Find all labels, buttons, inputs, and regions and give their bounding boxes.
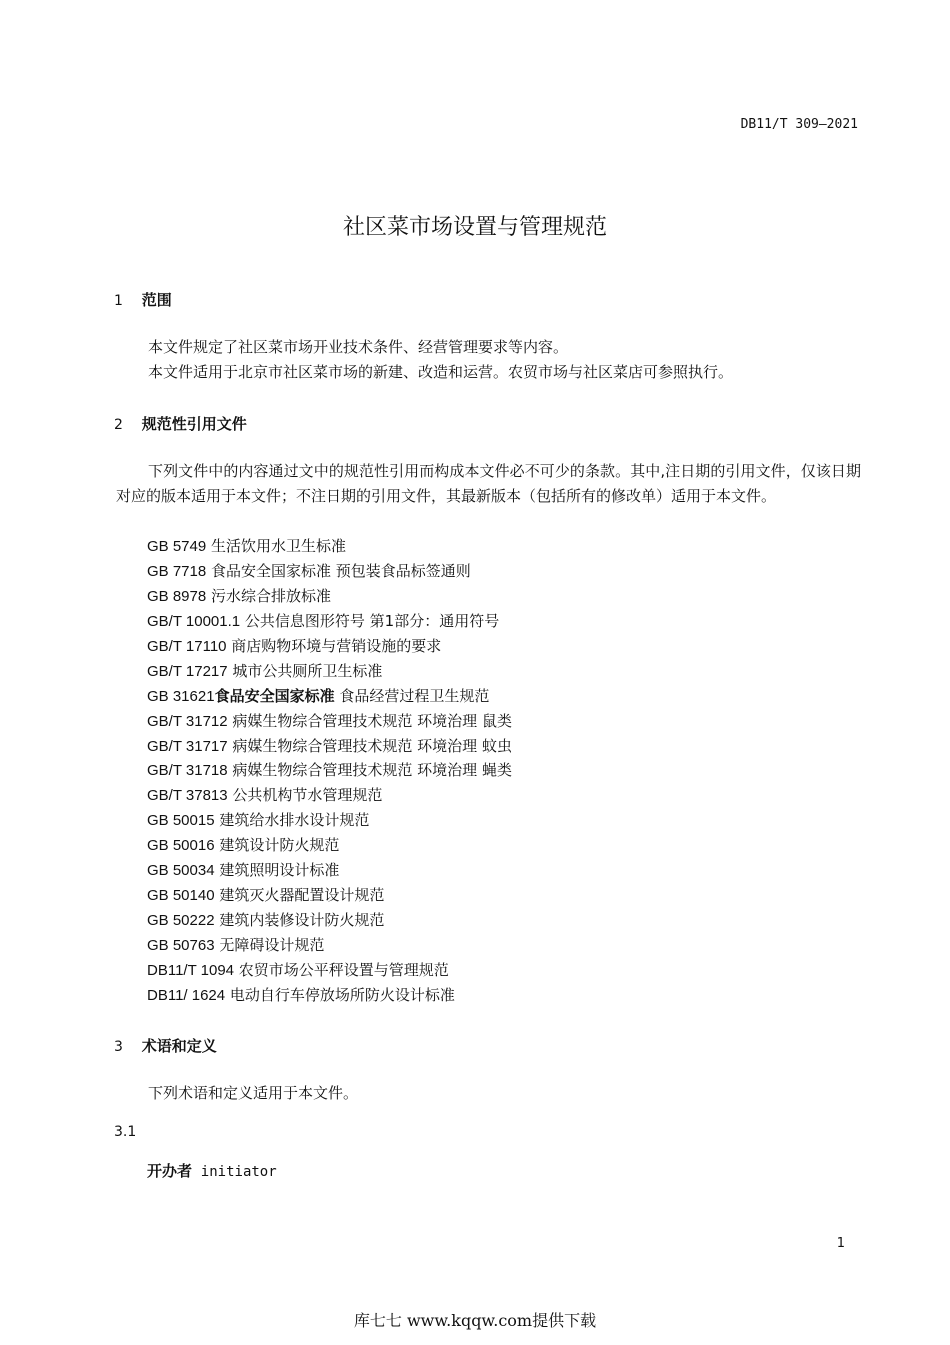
page-number: 1 [836,1236,845,1251]
reference-item [147,808,512,833]
reference-title: 电动自行车停放场所防火设计标准 [229,985,455,1004]
reference-item [147,684,512,709]
reference-code: GB 50222 [147,912,215,930]
reference-code: GB/T 17110 [147,637,227,655]
reference-item [147,833,512,858]
reference-item [147,933,512,958]
reference-title: 建筑内装修设计防火规范 [219,911,385,930]
reference-title: 农贸市场公平秤设置与管理规范 [238,960,449,979]
reference-item [147,659,512,684]
reference-title: 病媒生物综合管理技术规范 环境治理 鼠类 [232,711,512,730]
reference-title: 食品经营过程卫生规范 [339,686,490,705]
reference-code: GB 50016 [147,837,215,855]
reference-item [147,783,512,808]
section-title: 范围 [141,291,172,309]
reference-code: GB/T 31712 [147,712,228,730]
reference-item [147,534,512,559]
reference-title: 病媒生物综合管理技术规范 环境治理 蚊虫 [232,736,512,755]
section-title: 术语和定义 [141,1037,217,1055]
normative-references-list [147,534,512,1008]
paragraph: 下列术语和定义适用于本文件。 [148,1084,359,1102]
paragraph: 本文件适用于北京市社区菜市场的新建、改造和运营。农贸市场与社区菜店可参照执行。 [148,363,734,381]
standard-number: DB11/T 309—2021 [740,117,858,132]
section-number: 1 [114,293,123,309]
reference-item [147,584,512,609]
reference-title: 建筑灭火器配置设计规范 [219,886,385,905]
reference-code: GB/T 37813 [147,787,228,805]
reference-item [147,609,512,634]
reference-code: DB11/T 1094 [147,961,235,979]
reference-code: GB 5749 [147,538,207,555]
reference-item [147,858,512,883]
reference-title: 建筑照明设计标准 [219,861,340,880]
term-chinese: 开办者 [147,1162,193,1180]
section-3-heading [114,1035,217,1056]
reference-code: GB 50015 [147,812,215,830]
term-entry [147,1160,277,1181]
reference-title: 公共信息图形符号 第1部分：通用符号 [244,611,500,630]
reference-code: GB/T 10001.1 [147,612,241,630]
section-2-heading [114,413,247,434]
reference-item [147,958,512,983]
reference-title: 建筑给水排水设计规范 [219,811,370,830]
reference-code: GB 50763 [147,937,215,954]
section-title: 规范性引用文件 [141,415,247,433]
reference-item [147,734,512,759]
reference-code: GB/T 31717 [147,737,228,755]
section-number: 3 [114,1039,123,1055]
term-number: 3.1 [114,1124,137,1140]
reference-code: GB/T 17217 [147,662,228,680]
section-1-heading [114,289,172,310]
reference-title: 病媒生物综合管理技术规范 环境治理 蝇类 [232,761,512,780]
reference-code: DB11/ 1624 [147,986,226,1004]
paragraph: 本文件规定了社区菜市场开业技术条件、经营管理要求等内容。 [148,338,569,356]
reference-item [147,709,512,734]
reference-code: GB 31621 [147,687,215,705]
reference-item [147,634,512,659]
reference-title: 商店购物环境与营销设施的要求 [231,636,442,655]
reference-code: GB 8978 [147,587,207,605]
section-number: 2 [114,417,123,433]
reference-code: GB 50034 [147,862,215,880]
reference-code: GB 50140 [147,887,215,905]
reference-title: 公共机构节水管理规范 [232,786,383,805]
paragraph: 下列文件中的内容通过文中的规范性引用而构成本文件必不可少的条款。其中,注日期的引用文件，仅该日期对应的版本适用于本文件；不注日期的引用文件，其最新版本（包括所有的修改单）适用于本文件。 [116,462,861,505]
reference-code: GB/T 31718 [147,762,228,780]
reference-title: 无障碍设计规范 [219,936,325,954]
reference-title: 建筑设计防火规范 [219,836,340,855]
reference-item [147,758,512,783]
reference-title: 污水综合排放标准 [211,586,332,605]
reference-title: 食品安全国家标准 预包装食品标签通则 [211,561,471,580]
reference-item [147,883,512,908]
reference-item [147,983,512,1008]
term-english: initiator [200,1164,277,1180]
reference-code: GB 7718 [147,562,207,580]
reference-bold-title: 食品安全国家标准 [214,686,335,705]
reference-title: 生活饮用水卫生标准 [211,537,347,555]
reference-item [147,559,512,584]
reference-item [147,908,512,933]
footer-watermark: 库七七 www.kqqw.com提供下载 [353,1311,597,1330]
reference-title: 城市公共厕所卫生标准 [232,661,383,680]
document-title: 社区菜市场设置与管理规范 [342,215,607,240]
